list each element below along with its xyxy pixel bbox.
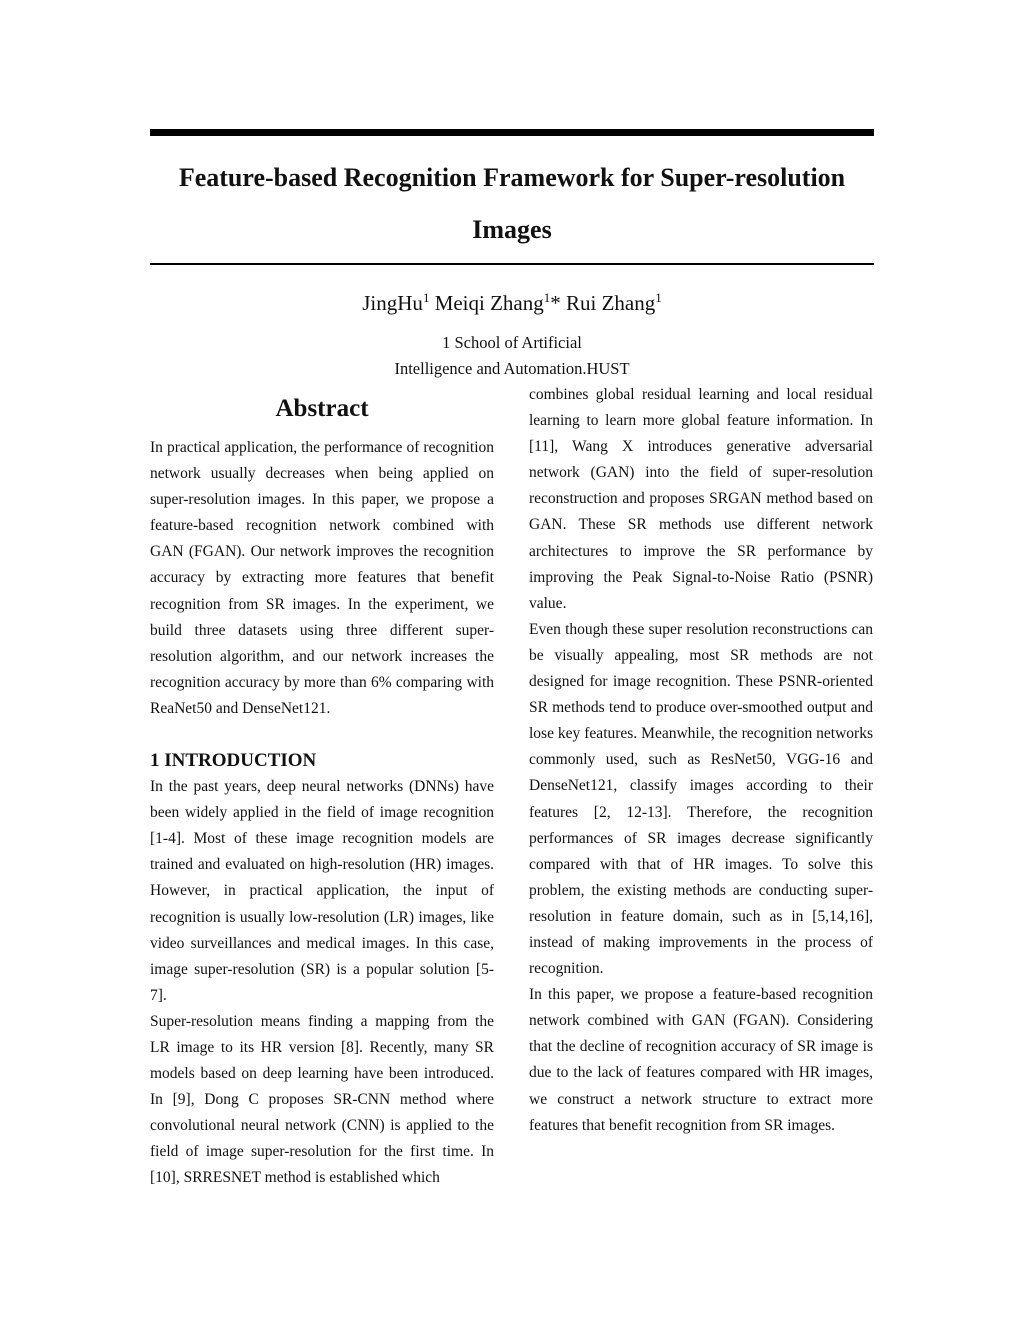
author-affiliation-mark: 1 xyxy=(655,290,662,305)
section-heading-introduction: 1 INTRODUCTION xyxy=(150,750,317,772)
title-underline-rule xyxy=(150,263,874,265)
intro-paragraph-1: In the past years, deep neural networks (DNNs) have been widely applied in the field of image recognition [1-4]. Most of these image recognition models are trained and evaluated on high-resolution (HR) images. However, in practical application, the input of recognition is usually low-resolution (LR) images, like video surveillances and medical images. In this case, image super-resolution (SR) is a popular solution [5-7]. xyxy=(150,778,494,1004)
corresponding-author-mark: * xyxy=(550,291,561,315)
right-column xyxy=(529,382,873,1139)
abstract-heading: Abstract xyxy=(275,395,369,422)
author-affiliation-mark: 1 xyxy=(422,290,430,305)
author-name: Meiqi Zhang xyxy=(434,291,544,315)
top-thick-rule xyxy=(150,129,874,136)
affiliation-line: Intelligence and Automation.HUST xyxy=(394,359,630,378)
author-line xyxy=(150,286,874,320)
author-affiliation-mark: 1 xyxy=(543,290,551,305)
affiliation xyxy=(150,330,874,382)
intro-paragraph-3: Even though these super resolution reconstructions can be visually appealing, most SR methods are not designed for image recognition. These PSNR-oriented SR methods tend to produce over-smoothed output and lose key features. Meanwhile, the recognition networks commonly used, such as ResNet50, VGG-16 and DenseNet121, classify images according to their features [2, 12-13]. Therefore, the recognition performances of SR images decrease significantly compared with that of HR images. To solve this problem, the existing methods are conducting super-resolution in feature domain, such as in [5,14,16], instead of making improvements in the process of recognition. xyxy=(529,620,873,978)
author-name: Rui Zhang xyxy=(566,291,656,315)
intro-paragraph-2-continued: combines global residual learning and local residual learning to learn more global feature information. In [11], Wang X introduces generative adversarial network (GAN) into the field of super-resolution reconstruction and proposes SRGAN method based on GAN. These SR methods use different network architectures to improve the SR performance by improving the Peak Signal-to-Noise Ratio (PSNR) value. xyxy=(529,386,873,612)
intro-paragraph-2: Super-resolution means finding a mapping from the LR image to its HR version [8]. Recently, many SR models based on deep learning have been introduced. In [9], Dong C proposes SR-CNN method where convolutional neural network (CNN) is applied to the field of image super-resolution for the first time. In [10], SRRESNET method is established which xyxy=(150,1012,494,1187)
intro-paragraph-4: In this paper, we propose a feature-based recognition network combined with GAN (FGAN). Considering that the decline of recognition accuracy of SR image is due to the lack of features compared with HR images, we construct a network structure to extract more features that benefit recognition from SR images. xyxy=(529,986,873,1134)
abstract-paragraph: In practical application, the performance of recognition network usually decreases when being applied on super-resolution images. In this paper, we propose a feature-based recognition network combined with GAN (FGAN). Our network improves the recognition accuracy by extracting more features that benefit recognition from SR images. In the experiment, we build three datasets using three different super-resolution algorithm, and our network increases the recognition accuracy by more than 6% comparing with ReaNet50 and DenseNet121. xyxy=(150,439,494,717)
author-name: JingHu xyxy=(362,291,423,315)
affiliation-line: 1 School of Artificial xyxy=(442,333,582,352)
paper-title: Feature-based Recognition Framework for Super-resolution Images xyxy=(178,163,846,244)
left-column xyxy=(150,393,494,1192)
